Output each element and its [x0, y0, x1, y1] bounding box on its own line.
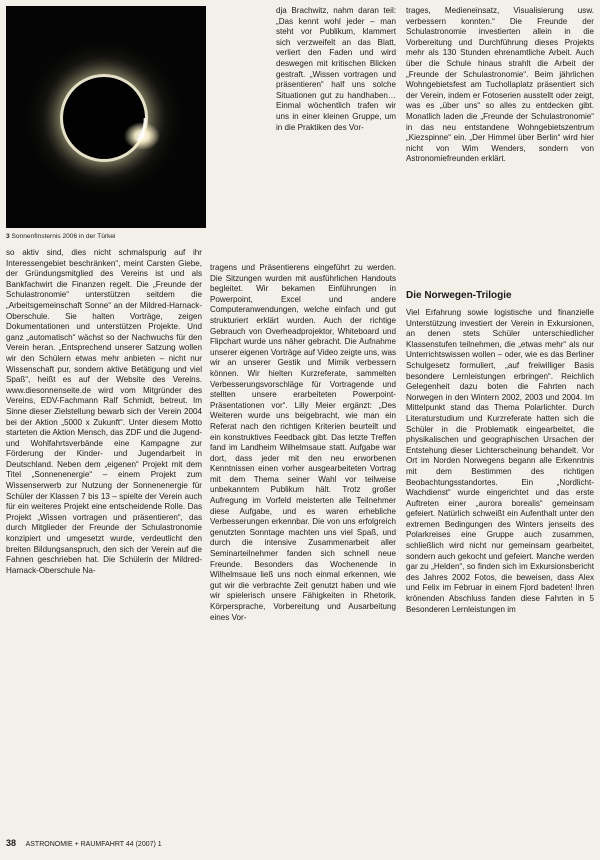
solar-eclipse-image: [6, 6, 206, 228]
article-column-3-main: Viel Erfahrung sowie logistische und finanzielle Unterstützung investiert der Verein in Exkursionen, an denen stets Schüler unterschiedlicher Klassenstufen teilnehmen, die „etwas mehr“ als nur Unterrichtswissen wollen – oder, wie es das Berliner Schulgesetz formuliert, „auf freiwilliger Basis besondere Lernleistungen erbringen“. Reichlich Gelegenheit dazu boten die Fahrten nach Norwegen in den Wintern 2002, 2003 und 2004. Im Mittelpunkt stand das Thema Polarlichter. Durch Literaturstudium und Kurzreferate hatten sich die Schüler in die Problematik eingearbeitet, die physikalischen und geographischen Ursachen der Entstehung dieser Lichterscheinung behandelt. Vor Ort im Norden Norwegens begann alle Erkenntnis mit dem Bestimmen des richtigen Beobachtungsstandortes. Ein „Nordlicht-Wachdienst“ wurde eingerichtet und das erste Auftreten einer „aurora borealis“ gemeinsam gefeiert. Natürlich schweißt ein Aufenthalt unter den extremen Bedingungen des Winters jenseits des Polarkreises eine Gruppe auch zusammen, schließlich wird nicht nur gemeinsam gearbeitet, sondern auch gekocht und gefeiert. Manche werden gar zu „Helden“, so finden sich im Exkursionsbericht des Jahres 2002 Fotos, die beweisen, dass Alex und Felix im Februar in einem Fjord badeten! Ihren krönenden Abschluss fanden diese Fahrten in 5 Besonderen Lernleistungen im: [406, 308, 594, 614]
caption-number: 3: [6, 233, 10, 240]
eclipse-photo: [6, 6, 206, 228]
page-number: 38: [6, 838, 17, 848]
figure-caption: [6, 232, 206, 241]
article-column-2-main: tragens und Präsentierens eingeführt zu werden. Die Sitzungen wurden mit ausführlichen Handouts begleitet. Wir bekamen Einführungen in Powerpoint, Excel und andere Computeranwendungen, welche einfach und gut strukturiert erklärt wurden. Auch der richtige Gebrauch von Overheadprojektor, Whiteboard und Flipchart wurde uns näher gebracht. Die Aufnahme unserer eigenen Vorträge auf Video zeigte uns, was wir an unserer Gestik und Mimik verbessern können. Wir hielten Kurzreferate, sammelten Verbesserungsvorschläge für Vortragende und stellten unsere erarbeiteten Powerpoint-Präsentationen vor“. Lilly Meier ergänzt: „Des Weiteren wurde uns beigebracht, wie man ein Referat nach den richtigen Kriterien beurteilt und ein konstruktives Feedback gibt. Das letzte Treffen fand im Landheim Wilhelmsaue statt. Aufgabe war dort, dass jeder mit den neu erworbenen Kenntnissen einen vorher ausgearbeiteten Vortrag mit dem Thema seiner Wahl vor teilweise unbekanntem Publikum hält. Trotz großer Aufregung im Vorfeld meisterten alle Teilnehmer diese Aufgabe, und es waren erhebliche Verbesserungen erkennbar. Die von uns erfolgreich genutzten Sonntage machten uns viel Spaß, und durch die intensive Zusammenarbeit aller Seminarteilnehmer fanden sich schnell neue Freunde. Besonders das Wochenende in Wilhelmsaue ließ uns noch einmal erkennen, wie gut wir die verbrachte Zeit genutzt haben und wie wir spielerisch unsere Fähigkeiten in Rhetorik, Körpersprache, Vorbereitung und Ausarbeitung eines Vor-: [210, 263, 396, 622]
article-column-2-top: dja Brachwitz, nahm daran teil: „Das kennt wohl jeder – man steht vor Publikum, klammert sich verzweifelt an das Blatt, verliert den Faden und wird deswegen mit kritischen Blicken gestraft. „Wissen vortragen und präsentieren“ half uns solche Situationen gut zu handhaben… Einmal wöchentlich trafen wir uns in einer kleinen Gruppe, um in die Praktiken des Vor-: [276, 6, 396, 132]
page-footer: [6, 836, 594, 850]
article-column-3-top: trages, Medieneinsatz, Visualisierung usw. verbessern konnten.“ Die Freunde der Schulastronomie investierten allein in die Vorbereitung und Durchführung dieses Projekts mehr als 130 Stunden ehrenamtliche Arbeit. Auch über die Schule hinaus strahlt die Arbeit der „Freunde der Schulastronomie“. Beim jährlichen Wohngebietsfest am Tuchollaplatz präsentiert sich der Verein, indem er Fotoserien ausstellt oder zeigt, was es „über uns“ so alles zu entdecken gibt. Monatlich laden die „Freunde der Schulastronomie“ in das neu entstandene Wohngebietszentrum „Kiezspinne“ ein. „Der Himmel über Berlin“ wird hier nicht von Wim Wenders, sondern von Astronomiefreunden erklärt.: [406, 6, 594, 164]
article-column-1: so aktiv sind, dies nicht schmalspurig auf ihr Interessengebiet beschränken“, meint Carsten Giebe, der Gründungsmitglied des Vereins ist und als Bankfachwirt die Finanzen regelt. Die „Freunde der Schulastronomie“ unterstützen seitdem die „Arbeitsgemeinschaft Sonne“ an der Mildred-Harnack-Oberschule. Sie halten Vorträge, zeigen Dokumentationen und unterstützen Projekte. Und ganz „automatisch“ wächst so der Nachwuchs für den Verein heran. „Entsprechend unserer Satzung wollen wir den Schülern etwas mehr anbieten – nicht nur Wissenschaft pur, sondern aktive Betätigung und viel Spaß“, heißt es auf der Website des Vereins. www.diesonnenseite.de wird vom Mitgründer des Vereins, EDV-Fachmann Ralf Schmidt, betreut. Im Sinne dieser Zielstellung bewarb sich der Verein 2004 bei der Aktion „5000 x Zukunft“. Unter diesem Motto starteten die Aktion Mensch, das ZDF und die Jugend- und Wohlfahrtsverbände eine Kampagne zur Förderung der Kinder- und Jugendarbeit in Deutschland. Neben dem „eigenen“ Projekt mit dem Titel „Sonnenenergie“ – einem Projekt zum Wissenserwerb zur Nutzung der Sonnenenergie für Schüler der Klassen 7 bis 13 – spielte der Verein auch für ein weiteres Projekt eine entscheidende Rolle. Das Projekt „Wissen vortragen und präsentieren“, das durch Mitglieder der Freunde der Schulastronomie konzipiert und umgesetzt wurde, verdeutlicht den breiten Bildungsanspruch, den sich der Verein auf die Fahnen geschrieben hat. Die Schülerin der Mildred-Harnack-Oberschule Na-: [6, 248, 202, 575]
caption-text: Sonnenfinsternis 2006 in der Türkei: [11, 233, 116, 240]
journal-citation: ASTRONOMIE + RAUMFAHRT 44 (2007) 1: [25, 841, 162, 848]
section-heading: Die Norwegen-Trilogie: [406, 290, 512, 301]
